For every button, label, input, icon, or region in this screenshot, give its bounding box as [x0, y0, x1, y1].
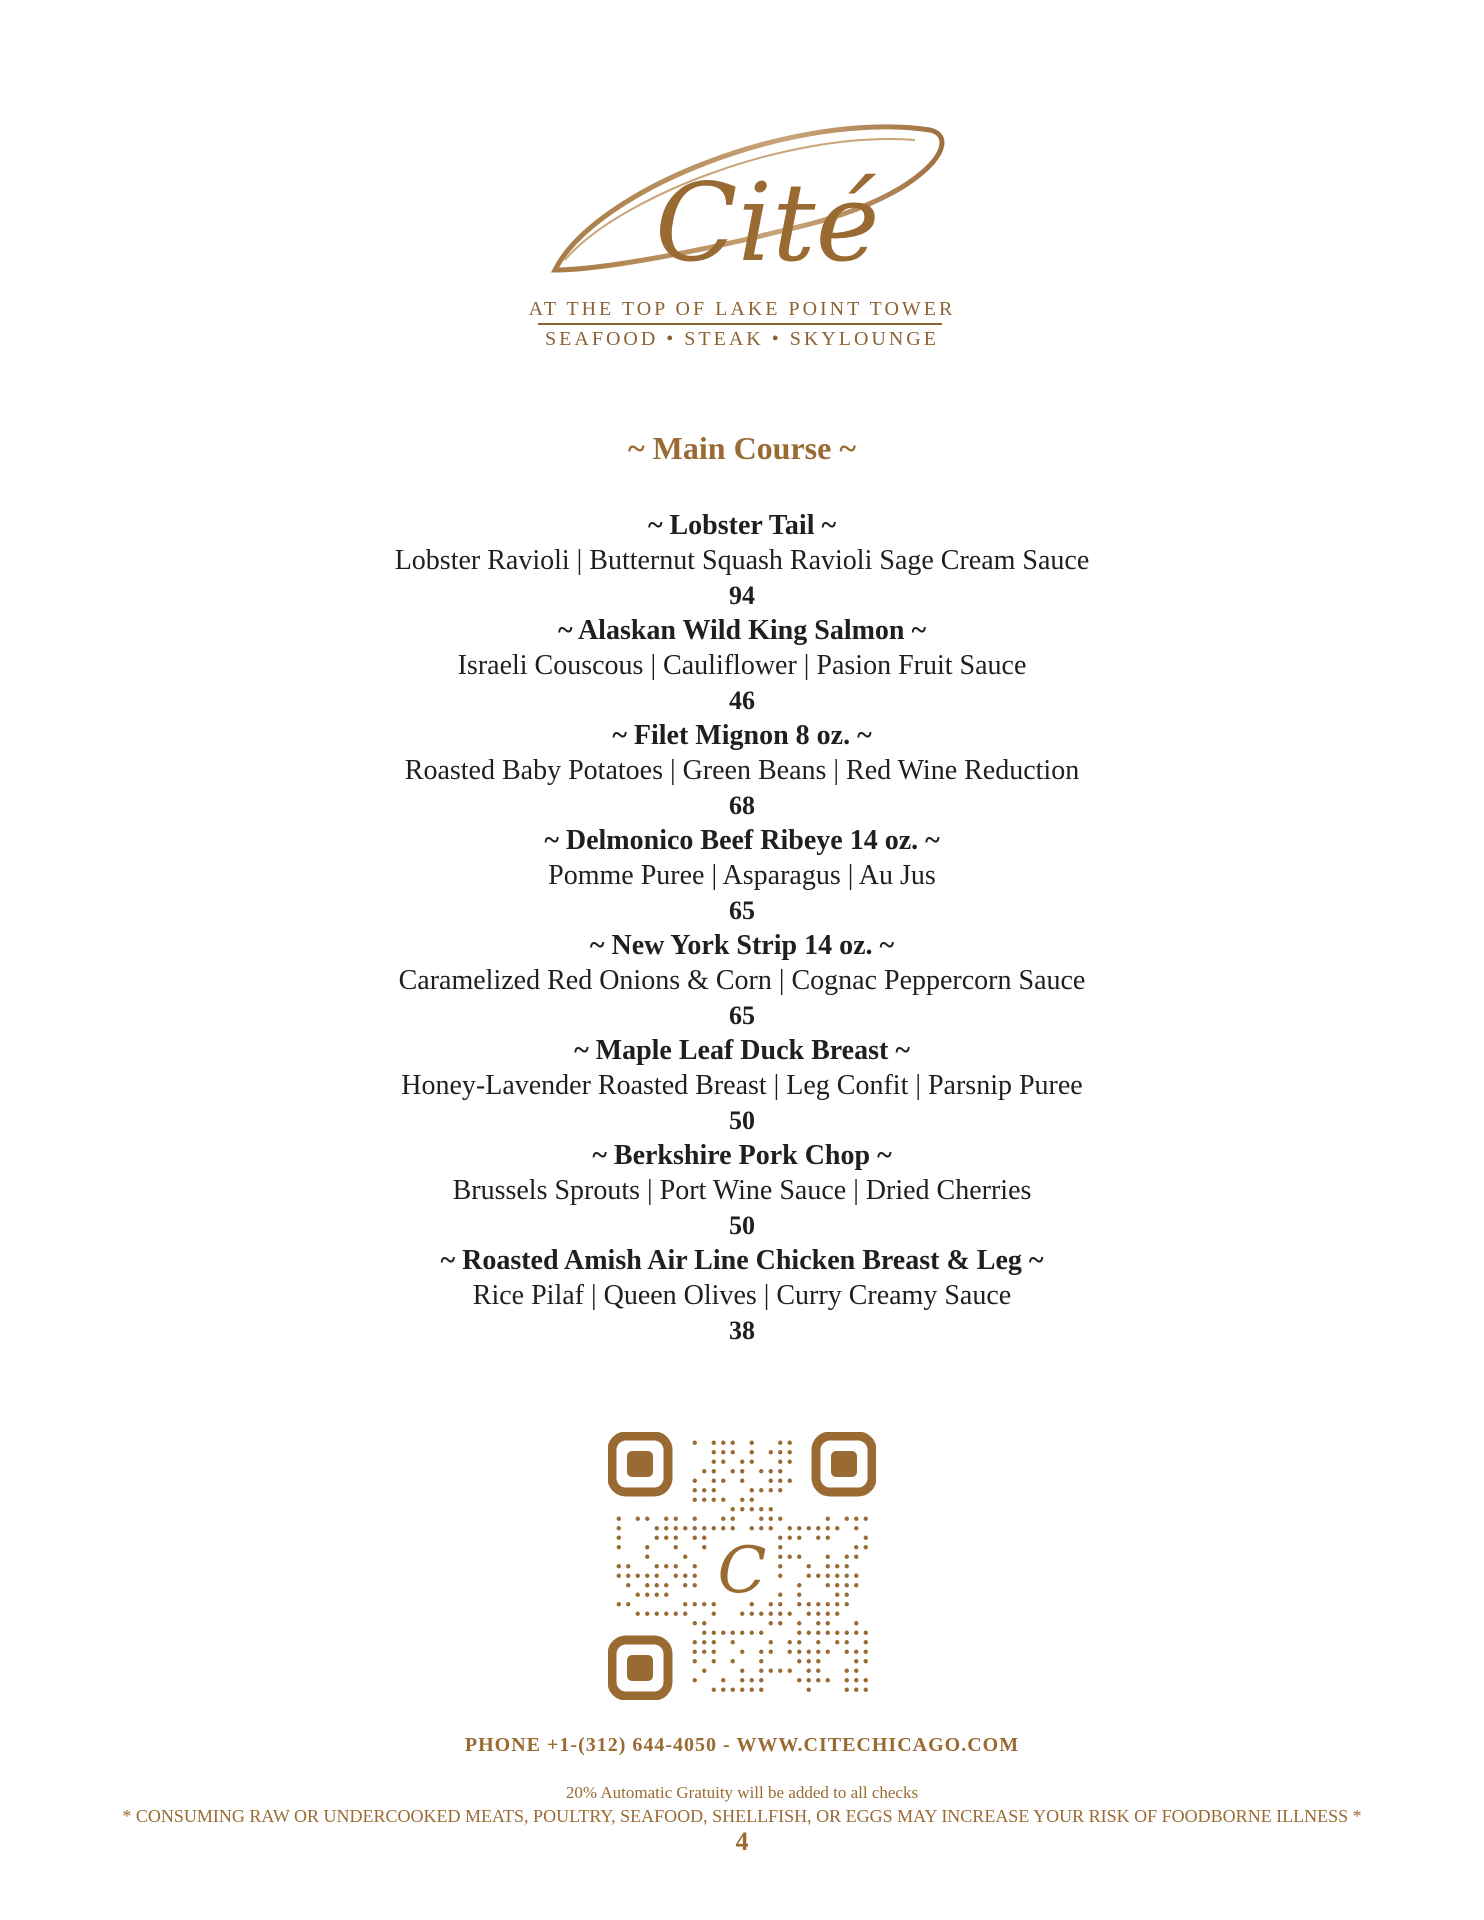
menu-item — [0, 613, 1484, 718]
item-price: 65 — [729, 896, 755, 925]
item-name: ~ Alaskan Wild King Salmon ~ — [557, 615, 927, 646]
qr-code-icon[interactable] — [608, 1432, 876, 1700]
logo-tagline-location: AT THE TOP OF LAKE POINT TOWER — [528, 298, 956, 320]
item-price: 50 — [729, 1106, 755, 1135]
item-description: Caramelized Red Onions & Corn | Cognac Peppercorn Sauce — [398, 965, 1086, 996]
item-price: 50 — [729, 1211, 755, 1240]
menu-list — [0, 508, 1484, 1348]
gratuity-notice: 20% Automatic Gratuity will be added to all checks — [565, 1783, 919, 1802]
item-description: Honey-Lavender Roasted Breast | Leg Confit | Parsnip Puree — [401, 1070, 1083, 1101]
menu-item — [0, 508, 1484, 613]
tagline-divider — [538, 323, 942, 325]
item-description: Pomme Puree | Asparagus | Au Jus — [548, 860, 936, 891]
item-description: Rice Pilaf | Queen Olives | Curry Creamy Sauce — [472, 1280, 1012, 1311]
logo-wordmark: Cité — [655, 161, 880, 286]
menu-item — [0, 1138, 1484, 1243]
menu-item — [0, 928, 1484, 1033]
item-price: 68 — [729, 791, 755, 820]
item-description: Brussels Sprouts | Port Wine Sauce | Dried Cherries — [452, 1175, 1032, 1206]
contact-line: PHONE +1-(312) 644-4050 - WWW.CITECHICAGO.COM — [464, 1734, 1020, 1756]
item-name: ~ Lobster Tail ~ — [647, 510, 837, 541]
menu-item — [0, 823, 1484, 928]
qr-center-logo: C — [717, 1534, 767, 1608]
item-name: ~ Maple Leaf Duck Breast ~ — [574, 1035, 910, 1066]
item-price: 46 — [729, 686, 755, 715]
item-price: 65 — [729, 1001, 755, 1030]
item-description: Lobster Ravioli | Butternut Squash Ravioli Sage Cream Sauce — [394, 545, 1090, 576]
section-title: ~ Main Course ~ — [628, 430, 856, 466]
item-name: ~ Roasted Amish Air Line Chicken Breast & Leg ~ — [440, 1245, 1044, 1276]
item-price: 94 — [729, 581, 755, 610]
page-number: 4 — [735, 1827, 749, 1856]
item-description: Israeli Couscous | Cauliflower | Pasion Fruit Sauce — [457, 650, 1027, 681]
menu-item — [0, 1243, 1484, 1348]
menu-item — [0, 1033, 1484, 1138]
item-name: ~ Filet Mignon 8 oz. ~ — [612, 720, 872, 751]
logo-tagline-categories: SEAFOOD • STEAK • SKYLOUNGE — [545, 328, 939, 350]
menu-item — [0, 718, 1484, 823]
item-name: ~ New York Strip 14 oz. ~ — [589, 930, 895, 961]
item-description: Roasted Baby Potatoes | Green Beans | Red Wine Reduction — [404, 755, 1080, 786]
item-price: 38 — [729, 1316, 755, 1345]
food-safety-warning: * CONSUMING RAW OR UNDERCOOKED MEATS, POULTRY, SEAFOOD, SHELLFISH, OR EGGS MAY INCREASE YOUR RISK OF FOODBORNE ILLNESS * — [122, 1806, 1362, 1826]
item-name: ~ Berkshire Pork Chop ~ — [592, 1140, 892, 1171]
item-name: ~ Delmonico Beef Ribeye 14 oz. ~ — [544, 825, 940, 856]
